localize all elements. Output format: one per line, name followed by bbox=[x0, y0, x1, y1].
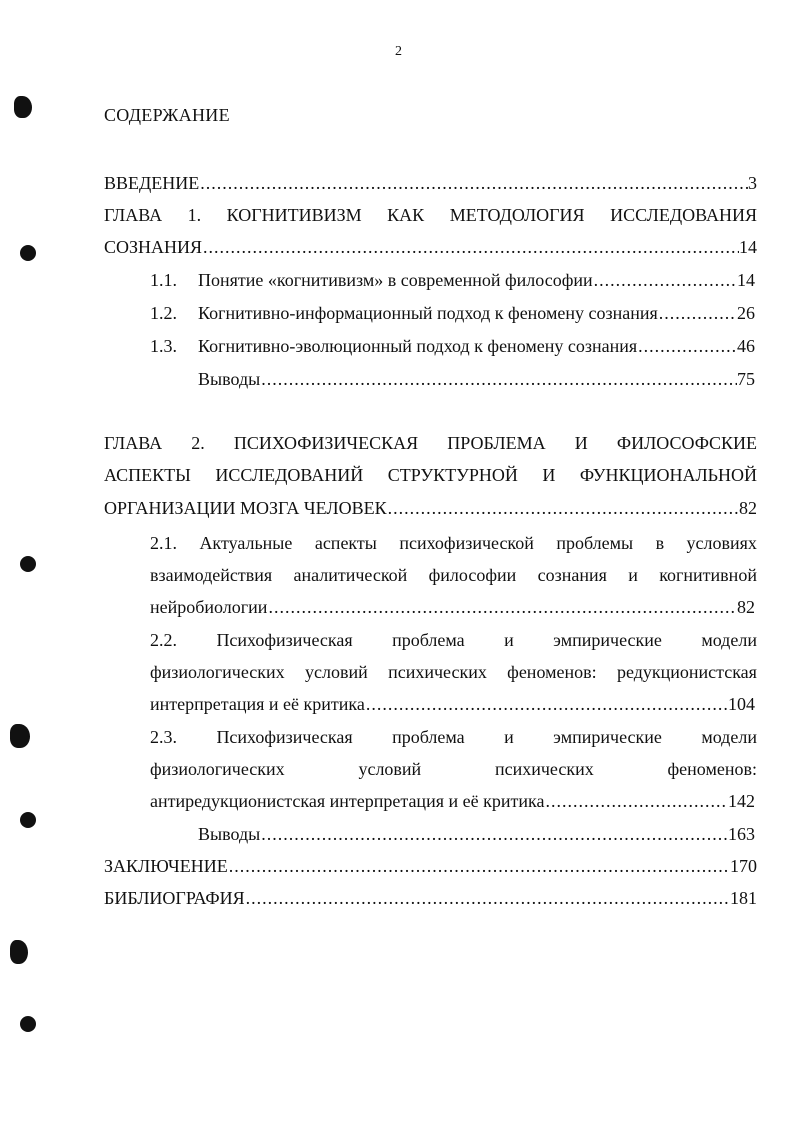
section-word: модели bbox=[701, 727, 757, 747]
section-word: 2.3. bbox=[150, 727, 177, 747]
toc-entry-intro bbox=[104, 172, 757, 194]
toc-entry-title bbox=[150, 302, 658, 324]
heading-word: ФИЛОСОФСКИЕ bbox=[616, 433, 757, 453]
toc-leader-dots bbox=[245, 887, 730, 909]
toc-entry-title bbox=[150, 269, 593, 291]
heading-word: ИССЛЕДОВАНИЯ bbox=[610, 205, 757, 225]
section-word: 2.1. bbox=[150, 533, 177, 553]
toc-entry-title bbox=[150, 335, 637, 357]
section-word: физиологических bbox=[150, 662, 285, 682]
toc-section-1-1 bbox=[150, 269, 755, 291]
binding-hole-mark bbox=[20, 245, 36, 261]
toc-leader-dots bbox=[387, 497, 739, 519]
heading-word: 1. bbox=[187, 205, 202, 225]
toc-page-number: 82 bbox=[739, 498, 757, 518]
section-word: и bbox=[628, 565, 638, 585]
section-word: аспекты bbox=[314, 533, 377, 553]
toc-chapter1-heading bbox=[104, 204, 757, 226]
toc-entry-title: ОРГАНИЗАЦИИ МОЗГА ЧЕЛОВЕК bbox=[104, 498, 387, 518]
toc-page-number: 14 bbox=[737, 270, 755, 290]
toc-entry-title: нейробиологии bbox=[150, 597, 268, 617]
section-word: сознания bbox=[537, 565, 607, 585]
section-word: и bbox=[504, 630, 514, 650]
binding-hole-mark bbox=[20, 556, 36, 572]
section-word: психических bbox=[494, 759, 594, 779]
toc-chapter1-heading-end bbox=[104, 236, 757, 258]
toc-page-number: 3 bbox=[748, 173, 757, 193]
toc-section-1-3 bbox=[150, 335, 755, 357]
toc-leader-dots bbox=[260, 823, 728, 845]
toc-section-2-2 bbox=[150, 629, 757, 651]
toc-page-number: 26 bbox=[737, 303, 755, 323]
toc-section-2-2-line2 bbox=[150, 661, 757, 683]
toc-chapter2-heading bbox=[104, 432, 757, 454]
toc-section-2-3 bbox=[150, 726, 757, 748]
toc-leader-dots bbox=[365, 693, 728, 715]
section-word: взаимодействия bbox=[150, 565, 273, 585]
binding-hole-mark bbox=[10, 940, 28, 964]
toc-section-2-2-line3 bbox=[150, 693, 755, 715]
section-word: Актуальные bbox=[199, 533, 293, 553]
toc-entry-title: ЗАКЛЮЧЕНИЕ bbox=[104, 856, 228, 876]
heading-word: ФУНКЦИОНАЛЬНОЙ bbox=[579, 465, 757, 485]
section-word: Психофизическая bbox=[216, 630, 353, 650]
heading-word: АСПЕКТЫ bbox=[104, 465, 191, 485]
heading-word: И bbox=[574, 433, 588, 453]
toc-chapter2-heading-end bbox=[104, 497, 757, 519]
heading-word: И bbox=[542, 465, 556, 485]
binding-hole-mark bbox=[20, 812, 36, 828]
section-word: философии bbox=[428, 565, 517, 585]
heading-word: КОГНИТИВИЗМ bbox=[226, 205, 362, 225]
binding-hole-mark bbox=[10, 724, 30, 748]
section-word: и bbox=[504, 727, 514, 747]
toc-entry-bibliography bbox=[104, 887, 757, 909]
toc-entry-title: СОЗНАНИЯ bbox=[104, 237, 203, 257]
toc-page-number: 82 bbox=[737, 597, 755, 617]
section-word: условиях bbox=[686, 533, 757, 553]
toc-page-number: 170 bbox=[730, 856, 757, 876]
toc-page-number: 181 bbox=[730, 888, 757, 908]
toc-title: СОДЕРЖАНИЕ bbox=[104, 105, 230, 125]
section-word: модели bbox=[701, 630, 757, 650]
toc-entry-title: ВВЕДЕНИЕ bbox=[104, 173, 200, 193]
toc-page-number: 46 bbox=[737, 336, 755, 356]
section-word: редукционистская bbox=[616, 662, 757, 682]
section-number: 1.1. bbox=[150, 270, 177, 290]
toc-section-2-1 bbox=[150, 532, 757, 554]
toc-chapter2-heading-line2 bbox=[104, 464, 757, 486]
toc-section-2-3-line2 bbox=[150, 758, 757, 780]
section-word: проблема bbox=[392, 630, 465, 650]
toc-entry-title: Выводы bbox=[198, 369, 261, 389]
toc-page-number: 104 bbox=[728, 694, 755, 714]
toc-leader-dots bbox=[202, 236, 739, 258]
toc-leader-dots bbox=[637, 335, 737, 357]
section-title: Понятие «когнитивизм» в современной философии bbox=[198, 270, 593, 290]
section-word: эмпирические bbox=[553, 727, 662, 747]
toc-page-number: 14 bbox=[739, 237, 757, 257]
toc-page-number: 142 bbox=[728, 791, 755, 811]
toc-entry-conclusion bbox=[104, 855, 757, 877]
heading-word: ПРОБЛЕМА bbox=[447, 433, 546, 453]
toc-leader-dots bbox=[544, 790, 728, 812]
section-word: аналитической bbox=[293, 565, 408, 585]
page-number: 2 bbox=[395, 44, 402, 59]
toc-leader-dots bbox=[593, 269, 737, 291]
toc-leader-dots bbox=[228, 855, 730, 877]
toc-chapter2-conclusions bbox=[198, 823, 755, 845]
toc-section-2-3-line3 bbox=[150, 790, 755, 812]
section-word: в bbox=[655, 533, 665, 553]
section-word: проблемы bbox=[556, 533, 634, 553]
toc-leader-dots bbox=[267, 596, 737, 618]
section-title: Когнитивно-информационный подход к феномену сознания bbox=[198, 303, 658, 323]
section-word: психических bbox=[388, 662, 487, 682]
section-word: Психофизическая bbox=[216, 727, 353, 747]
heading-word: СТРУКТУРНОЙ bbox=[387, 465, 518, 485]
section-word: физиологических bbox=[150, 759, 285, 779]
binding-hole-mark bbox=[14, 96, 32, 118]
section-word: психофизической bbox=[399, 533, 534, 553]
toc-section-2-1-line3 bbox=[150, 596, 755, 618]
toc-entry-title: БИБЛИОГРАФИЯ bbox=[104, 888, 245, 908]
toc-chapter1-conclusions bbox=[198, 368, 755, 390]
binding-hole-mark bbox=[20, 1016, 36, 1032]
toc-entry-title: антиредукционистская интерпретация и её критика bbox=[150, 791, 545, 811]
section-word: феноменов: bbox=[667, 759, 757, 779]
section-word: условий bbox=[358, 759, 422, 779]
toc-entry-title: Выводы bbox=[198, 824, 261, 844]
section-word: проблема bbox=[392, 727, 465, 747]
toc-section-1-2 bbox=[150, 302, 755, 324]
heading-word: КАК bbox=[387, 205, 425, 225]
section-number: 1.2. bbox=[150, 303, 177, 323]
section-title: Когнитивно-эволюционный подход к феномену сознания bbox=[198, 336, 638, 356]
toc-page-number: 75 bbox=[737, 369, 755, 389]
section-word: 2.2. bbox=[150, 630, 177, 650]
toc-section-2-1-line2 bbox=[150, 564, 757, 586]
toc-entry-title: интерпретация и её критика bbox=[150, 694, 365, 714]
heading-word: МЕТОДОЛОГИЯ bbox=[449, 205, 585, 225]
heading-word: ПСИХОФИЗИЧЕСКАЯ bbox=[233, 433, 419, 453]
toc-leader-dots bbox=[199, 172, 748, 194]
heading-word: 2. bbox=[191, 433, 205, 453]
section-word: эмпирические bbox=[553, 630, 662, 650]
toc-leader-dots bbox=[658, 302, 737, 324]
section-number: 1.3. bbox=[150, 336, 177, 356]
heading-word: ГЛАВА bbox=[104, 433, 163, 453]
section-word: феноменов: bbox=[507, 662, 597, 682]
heading-word: ИССЛЕДОВАНИЙ bbox=[215, 465, 364, 485]
toc-leader-dots bbox=[260, 368, 737, 390]
heading-word: ГЛАВА bbox=[104, 205, 163, 225]
section-word: когнитивной bbox=[659, 565, 757, 585]
section-word: условий bbox=[305, 662, 368, 682]
toc-page-number: 163 bbox=[728, 824, 755, 844]
